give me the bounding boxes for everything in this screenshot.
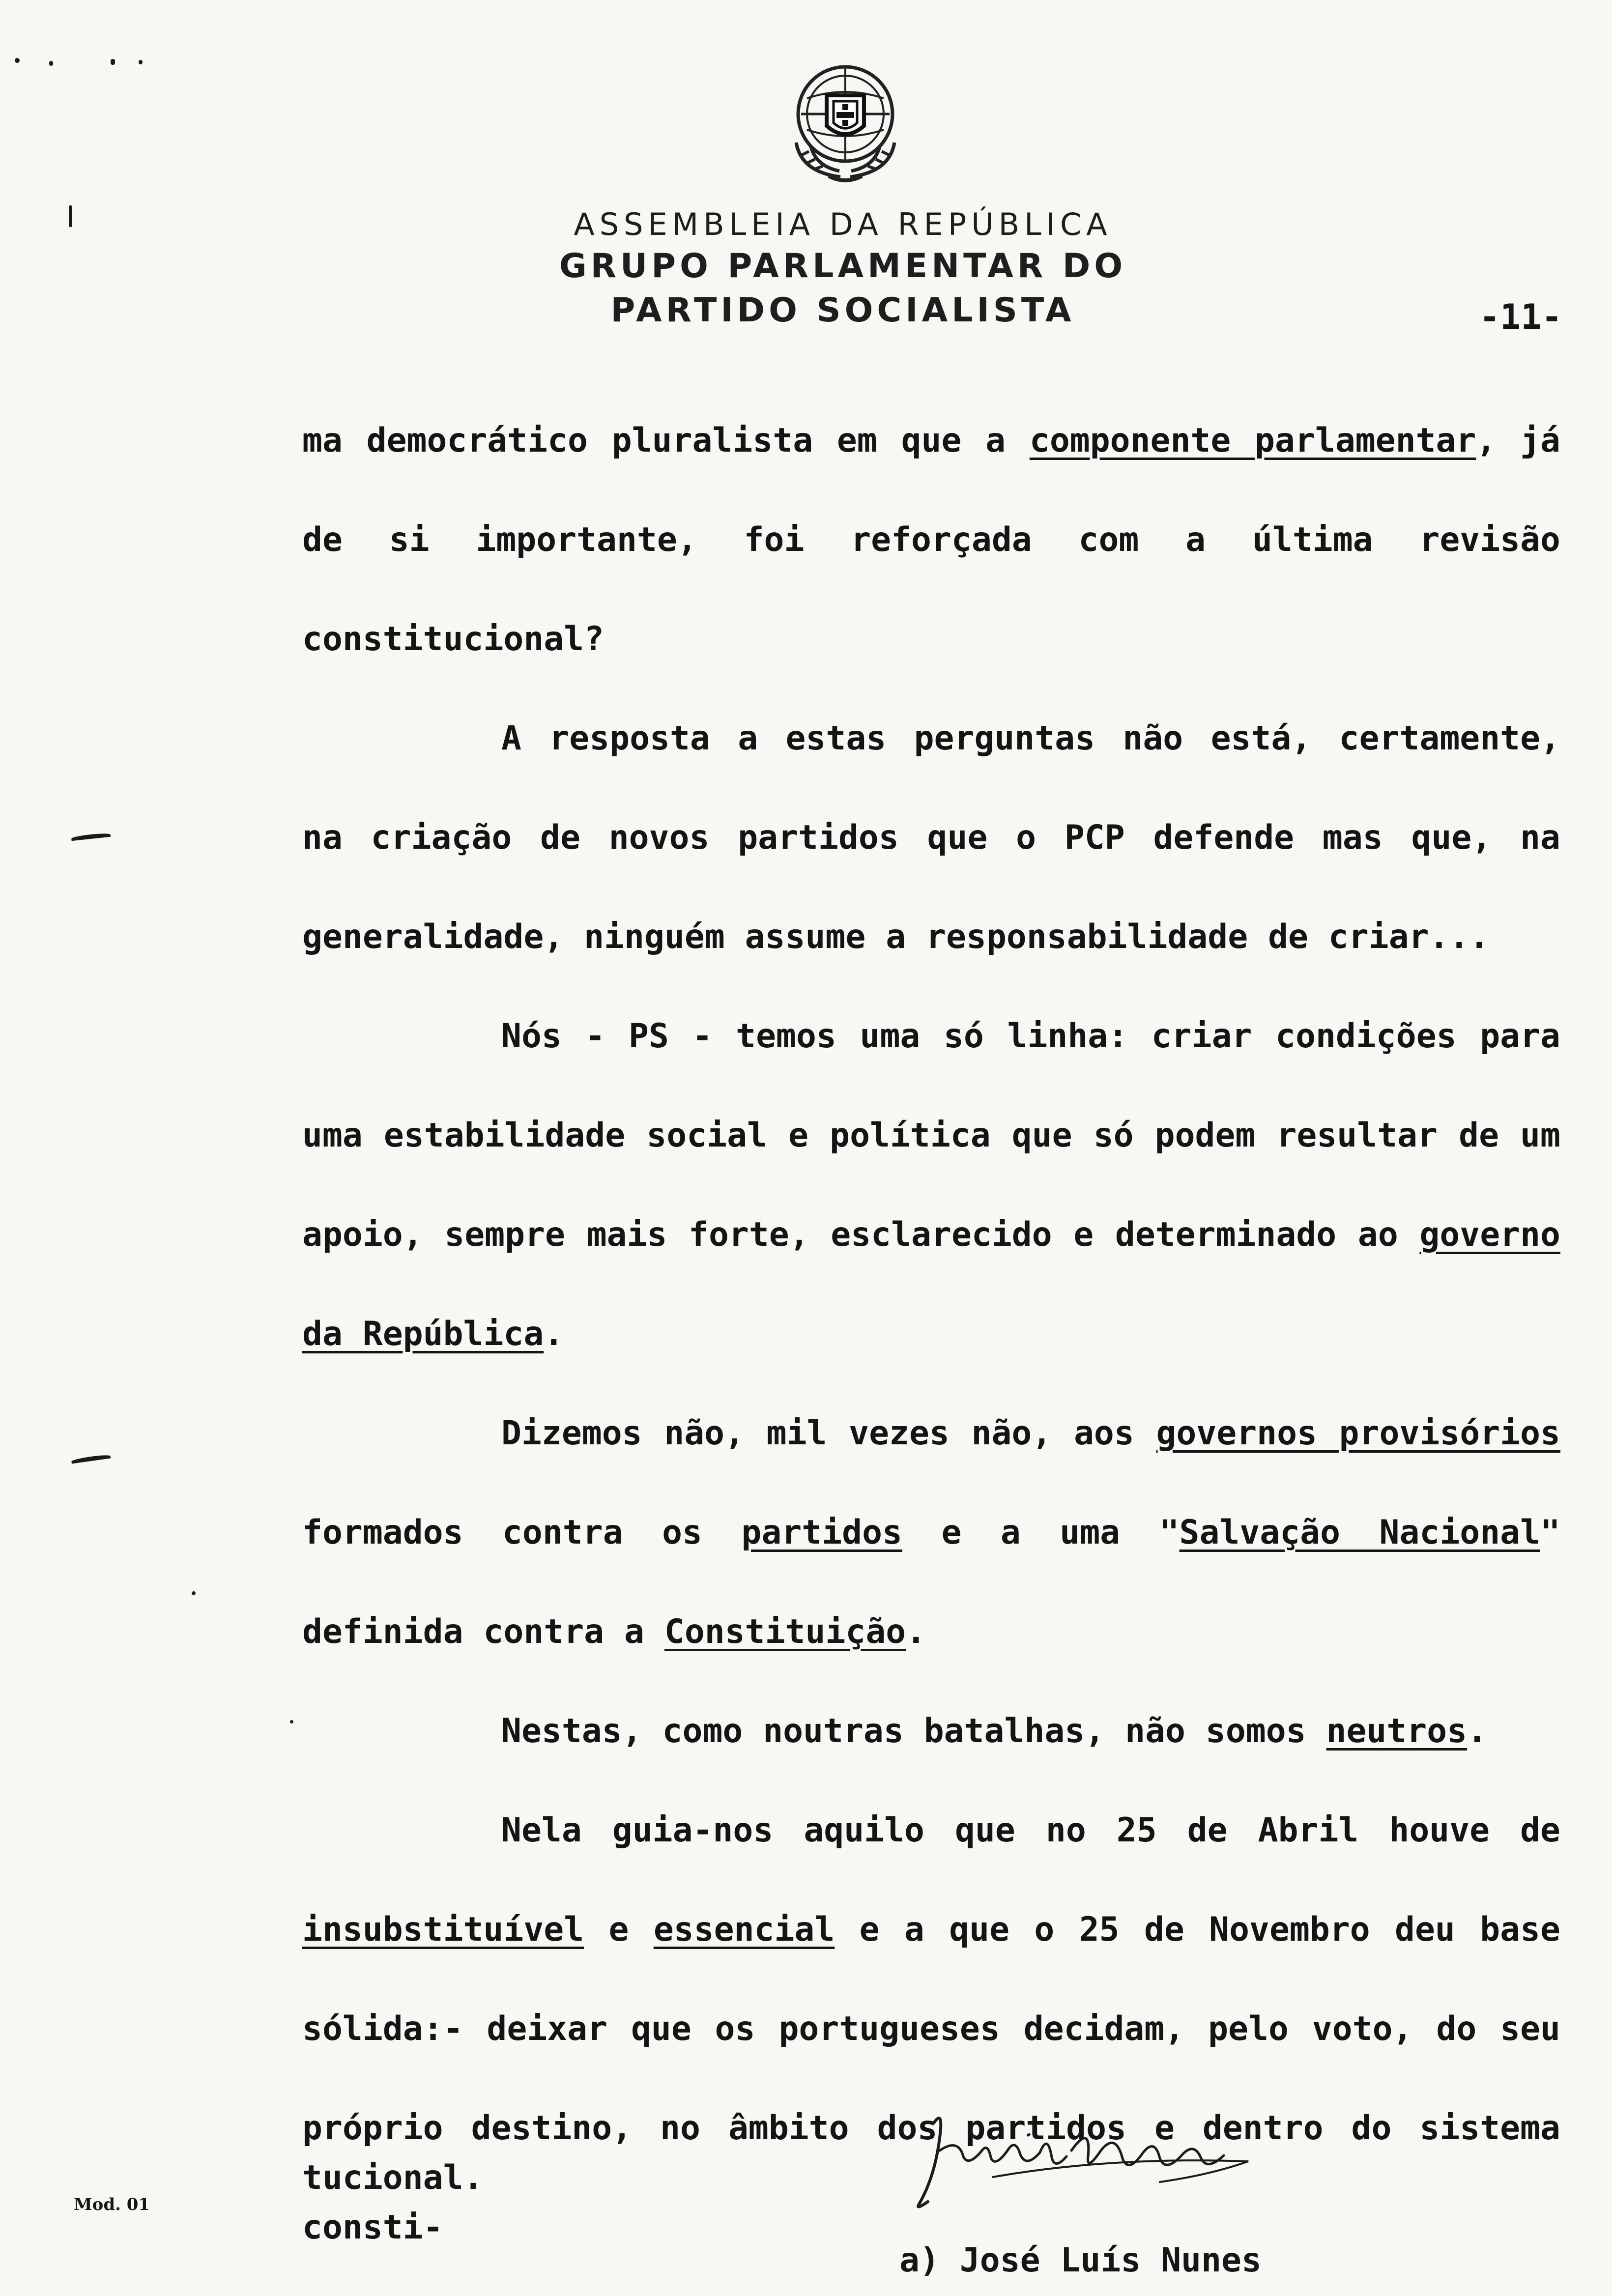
text-run: ma democrático pluralista em que a [302,421,1030,460]
underlined-phrase: governos provisórios [1156,1414,1560,1453]
letterhead-party: PARTIDO SOCIALISTA [610,291,1075,330]
letterhead-group: GRUPO PARLAMENTAR DO [559,247,1127,286]
scan-speck [71,1454,111,1464]
paragraph [302,1384,1560,1682]
underlined-phrase: insubstituível [302,1910,584,1949]
text-run: . [544,1315,564,1353]
text-run: A resposta a estas perguntas não está, certamente, na criação de novos partidos que o PCP defende mas que, na generalidade, ninguém assume a responsabilidade de criar... [302,719,1560,956]
text-run: e a uma " [902,1513,1180,1552]
scan-speck [290,1720,293,1723]
text-run: formados contra os [302,1513,742,1552]
scan-speck [71,832,111,841]
underlined-phrase: Salvação Nacional [1179,1513,1541,1552]
closing-line: tucional. [302,2158,484,2197]
form-code: Mod. 01 [74,2195,150,2214]
text-run: Nestas, como noutras batalhas, não somos [501,1712,1326,1751]
text-run: Nós - PS - temos uma só linha: criar condições para uma estabilidade social e política que só podem resultar de um apoio, sempre mais forte, esclarecido e determinado ao [302,1017,1560,1254]
paragraph [302,987,1560,1384]
paragraph [302,1682,1560,1781]
text-run: . [1467,1712,1488,1751]
underlined-phrase: governo da República [302,1215,1560,1353]
underlined-phrase: componente parlamentar [1029,421,1476,460]
document-body [302,391,1560,2277]
scan-speck [111,59,115,65]
text-run: . [906,1612,926,1651]
handwritten-signature [904,2103,1278,2216]
text-run: " definida contra a [302,1513,1560,1651]
signer-name: a) José Luís Nunes [899,2241,1262,2280]
paragraph [302,689,1560,987]
underlined-phrase: essencial [653,1910,835,1949]
underlined-phrase: neutros [1326,1712,1468,1751]
scan-speck [15,58,20,63]
scan-speck [49,61,53,66]
text-run: Dizemos não, mil vezes não, aos [501,1414,1156,1453]
underlined-phrase: Constituição [664,1612,906,1651]
text-run: , já de si importante, foi reforçada com a última revisão constitucional? [302,421,1560,659]
text-run: e a que o 25 de Novembro deu base sólida:- deixar que os portugueses decidam, pelo voto, do seu próprio destino, no âmbito dos partidos e dentro do sistema consti- [302,1910,1560,2247]
text-run: Nela guia-nos aquilo que no 25 de Abril houve de [501,1811,1560,1850]
scan-speck [139,60,143,64]
scan-speck [192,1591,196,1595]
scan-speck [69,205,72,227]
coat-of-arms-emblem [781,59,909,187]
page-number: -11- [1479,297,1562,337]
letterhead-assembly: ASSEMBLEIA DA REPÚBLICA [574,206,1112,242]
paragraph [302,391,1560,689]
text-run: e [584,1910,654,1949]
underlined-phrase: partidos [741,1513,902,1552]
